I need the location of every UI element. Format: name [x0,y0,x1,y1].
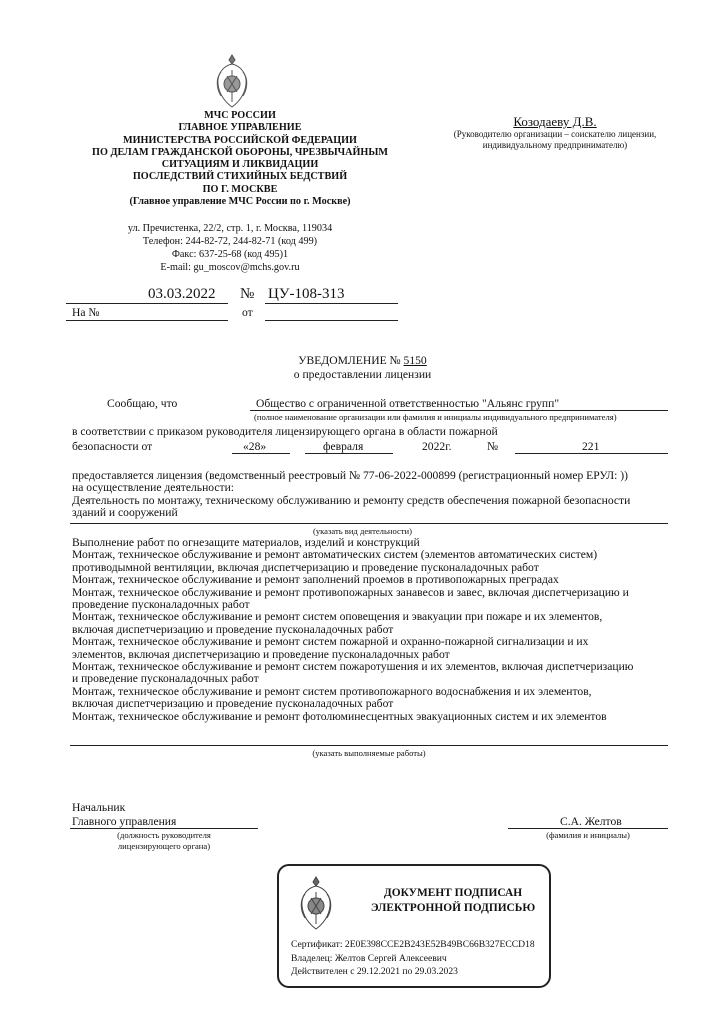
org-line: МИНИСТЕРСТВА РОССИЙСКОЙ ФЕДЕРАЦИИ [123,134,357,146]
license-line: предоставляется лицензия (ведомственный реестровый № 77-06-2022-000899 (регистрационный номер ЕРУЛ: )) [72,469,629,482]
divider [508,828,668,829]
order-line: в соответствии с приказом руководителя лицензирующего органа в области пожарной [72,425,498,438]
notification-number: 5150 [403,354,427,367]
order-day: «28» [243,440,267,453]
divider [265,320,398,321]
divider [70,523,668,524]
divider [305,453,393,454]
works-line: Монтаж, техническое обслуживание и ремонт систем пожарной и охранно-пожарной сигнализации и их [72,635,589,649]
license-line: на осуществление деятельности: [72,481,234,495]
works-list [72,537,672,723]
org-line: ПОСЛЕДСТВИЙ СТИХИЙНЫХ БЕДСТВИЙ [132,171,348,183]
works-line: Монтаж, техническое обслуживание и ремонт систем пожаротушения и их элементов, включая диспетчеризацию [72,660,634,674]
validity-line: Действителен с 29.12.2021 по 29.03.2023 [291,966,458,977]
divider [70,745,668,746]
divider [66,303,228,304]
intro-text: Сообщаю, что [107,397,178,410]
stamp-title: ДОКУМЕНТ ПОДПИСАН ЭЛЕКТРОННОЙ ПОДПИСЬЮ [370,887,536,914]
order-month: февраля [323,440,364,453]
works-line: Монтаж, техническое обслуживание и ремонт фотолюминесцентных эвакуационных систем и их элементов [72,709,607,723]
licensee-name: Общество с ограниченной ответственностью "Альянс групп" [256,397,560,410]
divider [66,320,228,321]
works-line: элементов, включая диспетчеризацию и проведение пусконаладочных работ [72,647,450,661]
works-line: Выполнение работ по огнезащите материалов, изделий и конструкций [72,536,420,549]
document-subtitle: о предоставлении лицензии [293,368,432,381]
name-note: (фамилия и инициалы) [546,830,630,840]
organization-address [80,222,380,274]
signer-position: Начальник [72,801,126,814]
works-line: Монтаж, техническое обслуживание и ремонт противопожарных занавесов и завес, включая диспетчеризацию и [72,585,629,599]
org-line: ГЛАВНОЕ УПРАВЛЕНИЕ [178,122,302,134]
outgoing-date: 03.03.2022 [148,286,216,302]
organization-header [60,110,420,208]
order-number: 221 [582,440,600,453]
divider [515,453,668,454]
works-line: включая диспетчеризацию и проведение пусконаладочных работ [72,697,394,711]
divider [232,453,290,454]
number-sign: № [240,286,255,302]
outgoing-number: ЦУ-108-313 [268,286,345,302]
org-line: ПО Г. МОСКВЕ [202,183,278,195]
divider [70,828,258,829]
works-line: Монтаж, техническое обслуживание и ремонт автоматических систем (элементов автоматических систем) [72,548,598,562]
org-line: МЧС РОССИИ [204,110,276,121]
order-date-label: безопасности от [72,440,153,453]
license-line: зданий и сооружений [72,506,178,520]
owner-line: Владелец: Желтов Сергей Алексеевич [291,952,447,964]
ref-label: На № [72,306,100,319]
works-line: Монтаж, техническое обслуживание и ремонт систем оповещения и эвакуации при пожаре и их элементов, [72,610,603,624]
licensee-note: (полное наименование организации или фамилия и инициалы индивидуального предпринимателя) [254,412,617,422]
certificate-line: Сертификат: 2E0E398CCE2B243E52B49BC66B327ECCD18 [291,939,535,950]
recipient-name: Козодаеву Д.В. [513,114,597,129]
address-line: ул. Пречистенка, 22/2, стр. 1, г. Москва, 119034 [127,223,333,234]
document-title: УВЕДОМЛЕНИЕ № 5150 [298,354,427,367]
order-year: 2022г. [422,440,452,453]
address-line: Факс: 637-25-68 (код 495)1 [171,249,289,260]
org-line: (Главное управление МЧС России по г. Москве) [129,196,351,208]
works-line: Монтаж, техническое обслуживание и ремонт заполнений проемов в противопожарных преградах [72,573,559,587]
works-line: противодымной вентиляции, включая диспетчеризацию и проведение пусконаладочных работ [72,560,539,574]
works-line: проведение пусконаладочных работ [72,598,250,612]
order-number-sign: № [487,440,499,453]
mchs-emblem-icon [297,874,335,932]
mchs-emblem-icon [213,52,251,110]
position-note: (должность руководителя лицензирующего органа) [117,830,211,851]
signer-name: С.А. Желтов [560,815,622,828]
signer-position: Главного управления [72,815,177,828]
address-line: Телефон: 244-82-72, 244-82-71 (код 499) [142,236,318,247]
recipient-note: (Руководителю организации – соискателю лицензии, индивидуальному предпринимателю) [453,129,657,150]
address-line: E-mail: gu_moscov@mchs.gov.ru [160,262,300,273]
from-label: от [242,306,253,319]
stamp-details [291,938,561,979]
org-line: СИТУАЦИЯМ И ЛИКВИДАЦИИ [161,159,319,171]
works-line: и проведение пусконаладочных работ [72,672,259,686]
works-line: включая диспетчеризацию и проведение пусконаладочных работ [72,622,394,636]
activity-note: (указать вид деятельности) [312,526,413,536]
works-note: (указать выполняемые работы) [312,748,426,758]
works-line: Монтаж, техническое обслуживание и ремонт систем противопожарного водоснабжения и их элементов, [72,684,592,698]
org-line: ПО ДЕЛАМ ГРАЖДАНСКОЙ ОБОРОНЫ, ЧРЕЗВЫЧАЙНЫМ [92,146,388,158]
electronic-signature-stamp [277,864,551,988]
divider [250,410,668,411]
divider [265,303,398,304]
license-line: Деятельность по монтажу, техническому обслуживанию и ремонту средств обеспечения пожарной безопасности [72,493,631,507]
license-paragraph [72,470,672,520]
